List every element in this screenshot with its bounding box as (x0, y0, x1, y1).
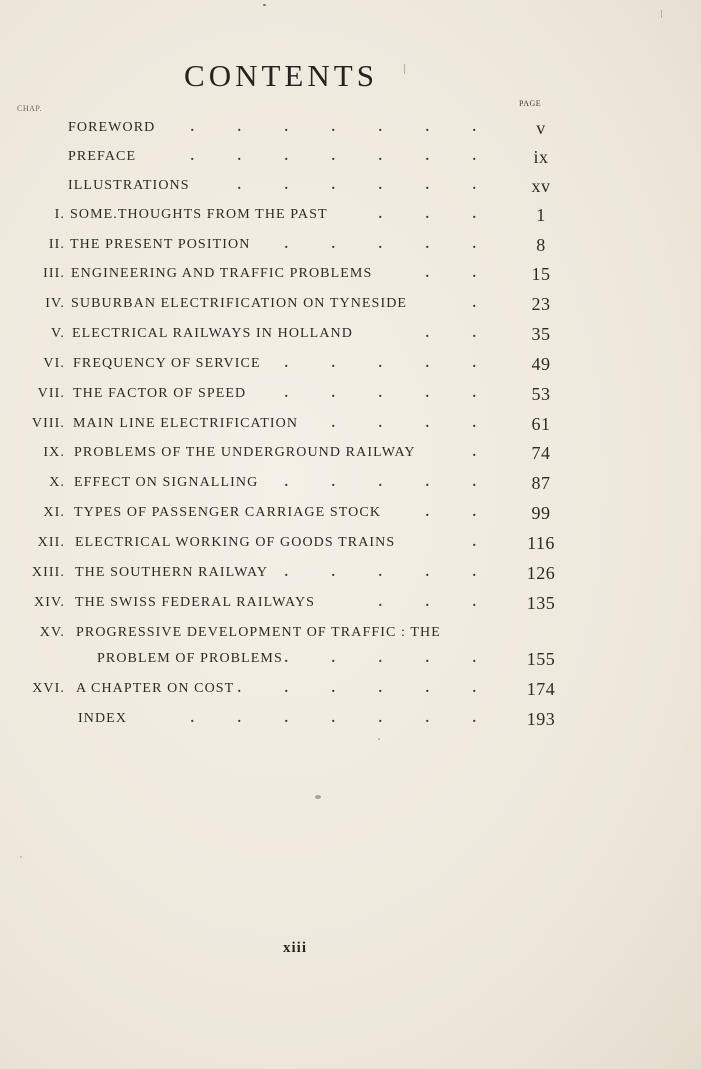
page-number: 8 (536, 235, 546, 255)
paper-speck (378, 738, 380, 740)
paper-speck (263, 4, 266, 6)
page-number: 53 (531, 384, 551, 404)
entry-title: ELECTRICAL RAILWAYS IN HOLLAND (72, 326, 353, 341)
leader-dots: . (472, 535, 496, 550)
toc-entry-chapter-13 (0, 561, 701, 585)
entry-title: EFFECT ON SIGNALLING (74, 475, 259, 490)
toc-entry-preface (0, 145, 701, 169)
entry-title: ILLUSTRATIONS (68, 178, 190, 193)
chap-column-heading: CHAP. (17, 104, 42, 113)
page-number: 135 (526, 593, 556, 613)
entry-title: THE PRESENT POSITION (70, 237, 251, 252)
leader-dots: . . . . . (284, 386, 496, 401)
chapter-number: II. (48, 237, 65, 252)
entry-title: FOREWORD (68, 120, 156, 135)
leader-dots: . (472, 296, 496, 311)
folio-page-number: xiii (282, 940, 307, 956)
chapter-number: XII. (37, 535, 65, 550)
page-number: 1 (536, 205, 546, 225)
leader-dots: . . (425, 266, 496, 281)
entry-title: THE SOUTHERN RAILWAY (75, 565, 269, 580)
paper-speck (20, 856, 22, 858)
entry-title: SUBURBAN ELECTRIFICATION ON TYNESIDE (71, 296, 408, 311)
page-number: 193 (526, 709, 556, 729)
page-number: ix (533, 147, 549, 167)
entry-title: PROGRESSIVE DEVELOPMENT OF TRAFFIC : THE (76, 625, 441, 640)
leader-dots: . . . (378, 207, 496, 222)
toc-entry-chapter-15-continued (0, 647, 701, 671)
leader-dots: . . (425, 505, 496, 520)
leader-dots: . . . . . . . (190, 711, 496, 726)
page-number: 174 (526, 679, 556, 699)
page-number: 74 (531, 443, 551, 463)
toc-entry-chapter-12 (0, 531, 701, 555)
page-number: 116 (527, 533, 555, 553)
toc-entry-chapter-3 (0, 262, 701, 286)
toc-entry-chapter-5 (0, 322, 701, 346)
entry-title: THE FACTOR OF SPEED (73, 386, 247, 401)
entry-title: INDEX (78, 711, 128, 726)
chapter-number: III. (43, 266, 65, 281)
paper-speck (661, 10, 662, 18)
page-number: 61 (531, 414, 551, 434)
entry-title: PREFACE (68, 149, 137, 164)
entry-title: THE SWISS FEDERAL RAILWAYS (75, 595, 316, 610)
page-number: 126 (526, 563, 556, 583)
leader-dots: . . . . . (284, 651, 496, 666)
leader-dots: . . . . . . (237, 178, 496, 193)
entry-title: ENGINEERING AND TRAFFIC PROBLEMS (71, 266, 373, 281)
entry-title: FREQUENCY OF SERVICE (73, 356, 261, 371)
entry-title: MAIN LINE ELECTRIFICATION (73, 416, 299, 431)
entry-title: SOME.THOUGHTS FROM THE PAST (70, 207, 328, 222)
toc-entry-index (0, 707, 701, 731)
page-column-heading: PAGE (519, 99, 542, 108)
leader-dots: . . . . . (284, 237, 496, 252)
paper-speck (404, 64, 405, 74)
leader-dots: . . . . . . . (190, 120, 496, 135)
page-number: 23 (531, 294, 551, 314)
page-number: 87 (531, 473, 551, 493)
page-number: 35 (531, 324, 551, 344)
leader-dots: . . . . . . (237, 681, 496, 696)
page-number: xv (531, 176, 551, 196)
chapter-number: V. (50, 326, 65, 341)
chapter-number: XIV. (34, 595, 65, 610)
toc-entry-illustrations (0, 174, 701, 198)
toc-entry-chapter-14 (0, 591, 701, 615)
chapter-number: XIII. (31, 565, 65, 580)
leader-dots: . . . (378, 595, 496, 610)
chapter-number: VII. (37, 386, 65, 401)
chapter-number: X. (49, 475, 65, 490)
leader-dots: . . . . . (284, 356, 496, 371)
entry-title: PROBLEM OF PROBLEMS (97, 651, 283, 666)
paper-speck (315, 795, 321, 799)
chapter-number: VI. (43, 356, 65, 371)
toc-entry-chapter-7 (0, 382, 701, 406)
leader-dots: . . (425, 326, 496, 341)
contents-title: CONTENTS (184, 58, 378, 93)
toc-entry-chapter-1 (0, 203, 701, 227)
entry-title: PROBLEMS OF THE UNDERGROUND RAILWAY (74, 445, 416, 460)
leader-dots: . . . . . (284, 475, 496, 490)
chapter-number: I. (54, 207, 65, 222)
entry-title: TYPES OF PASSENGER CARRIAGE STOCK (74, 505, 382, 520)
toc-entry-chapter-8 (0, 412, 701, 436)
toc-entry-chapter-10 (0, 471, 701, 495)
page-number: 15 (531, 264, 551, 284)
leader-dots: . . . . (331, 416, 496, 431)
page-number: 49 (531, 354, 551, 374)
leader-dots: . (472, 445, 496, 460)
chapter-number: XVI. (32, 681, 65, 696)
toc-entry-foreword (0, 116, 701, 140)
entry-title: A CHAPTER ON COST (76, 681, 235, 696)
toc-entry-chapter-6 (0, 352, 701, 376)
chapter-number: VIII. (31, 416, 65, 431)
leader-dots: . . . . . (284, 565, 496, 580)
entry-title: ELECTRICAL WORKING OF GOODS TRAINS (75, 535, 396, 550)
toc-entry-chapter-2 (0, 233, 701, 257)
page-number: 99 (531, 503, 551, 523)
toc-entry-chapter-4 (0, 292, 701, 316)
toc-entry-chapter-9 (0, 441, 701, 465)
toc-entry-chapter-16 (0, 677, 701, 701)
chapter-number: IX. (43, 445, 65, 460)
page-number: 155 (526, 649, 556, 669)
toc-entry-chapter-11 (0, 501, 701, 525)
chapter-number: XV. (39, 625, 65, 640)
leader-dots: . . . . . . . (190, 149, 496, 164)
toc-entry-chapter-15 (0, 621, 701, 645)
chapter-number: IV. (45, 296, 65, 311)
chapter-number: XI. (43, 505, 65, 520)
page-number: v (536, 118, 546, 138)
